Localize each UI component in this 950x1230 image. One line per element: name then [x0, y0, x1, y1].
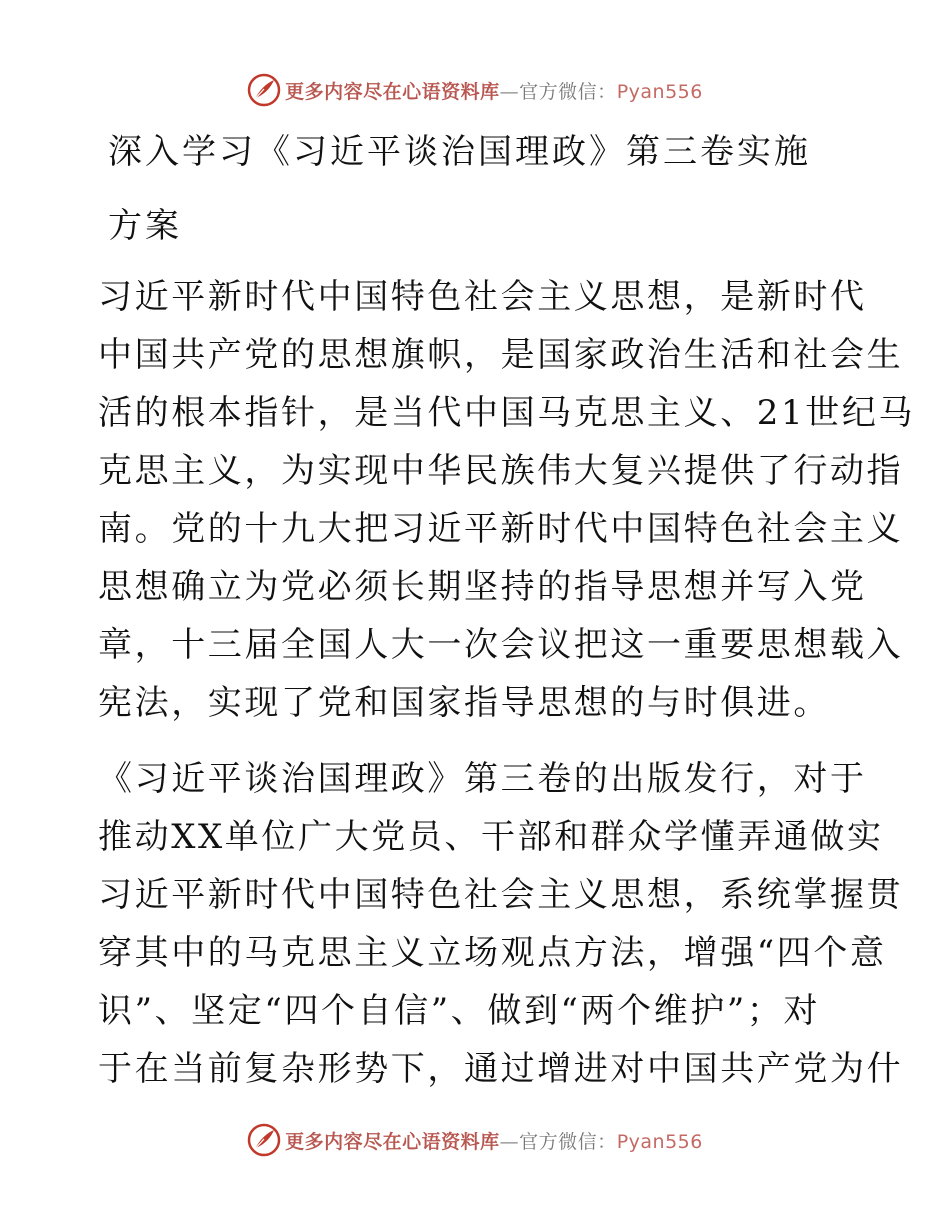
banner-account: Pyan556	[616, 80, 703, 103]
paragraph-line: 南。党的十九大把习近平新时代中国特色社会主义	[98, 509, 904, 549]
banner-text	[285, 77, 703, 104]
paragraph-2	[98, 750, 904, 1098]
banner-brand: 更多内容尽在心语资料库	[285, 1130, 500, 1153]
banner-account: Pyan556	[616, 1130, 703, 1153]
paragraph-line: 于在当前复杂形势下，通过增进对中国共产党为什	[98, 1049, 904, 1089]
document-title-line-1: 深入学习《习近平谈治国理政》第三卷实施	[108, 132, 811, 172]
banner-wechat-label: 官方微信：	[519, 1130, 617, 1153]
banner-text	[285, 1127, 703, 1154]
feather-logo-icon	[247, 1123, 281, 1157]
banner-separator: —	[499, 1130, 520, 1153]
paragraph-line: 识”、坚定“四个自信”、做到“两个维护”；对	[98, 991, 821, 1031]
paragraph-line: 《习近平谈治国理政》第三卷的出版发行，对于	[98, 759, 867, 799]
paragraph-line: 推动XX单位广大党员、干部和群众学懂弄通做实	[98, 817, 884, 857]
paragraph-line: 穿其中的马克思主义立场观点方法，增强“四个意	[98, 933, 887, 973]
header-banner	[0, 70, 950, 110]
banner-wechat-label: 官方微信：	[519, 80, 617, 103]
paragraph-line: 克思主义，为实现中华民族伟大复兴提供了行动指	[98, 451, 904, 491]
paragraph-line: 思想确立为党必须长期坚持的指导思想并写入党	[98, 567, 867, 607]
paragraph-line: 中国共产党的思想旗帜，是国家政治生活和社会生	[98, 335, 904, 375]
document-title-line-2: 方案	[108, 206, 182, 246]
paragraph-line: 习近平新时代中国特色社会主义思想，是新时代	[98, 277, 867, 317]
paragraph-line: 宪法，实现了党和国家指导思想的与时俱进。	[98, 683, 830, 723]
banner-brand: 更多内容尽在心语资料库	[285, 80, 500, 103]
feather-logo-icon	[247, 73, 281, 107]
footer-banner	[0, 1120, 950, 1160]
paragraph-line: 活的根本指针，是当代中国马克思主义、21世纪马	[98, 393, 916, 433]
banner-separator: —	[499, 80, 520, 103]
paragraph-line: 习近平新时代中国特色社会主义思想，系统掌握贯	[98, 875, 904, 915]
paragraph-line: 章，十三届全国人大一次会议把这一重要思想载入	[98, 625, 904, 665]
paragraph-1	[98, 268, 916, 732]
